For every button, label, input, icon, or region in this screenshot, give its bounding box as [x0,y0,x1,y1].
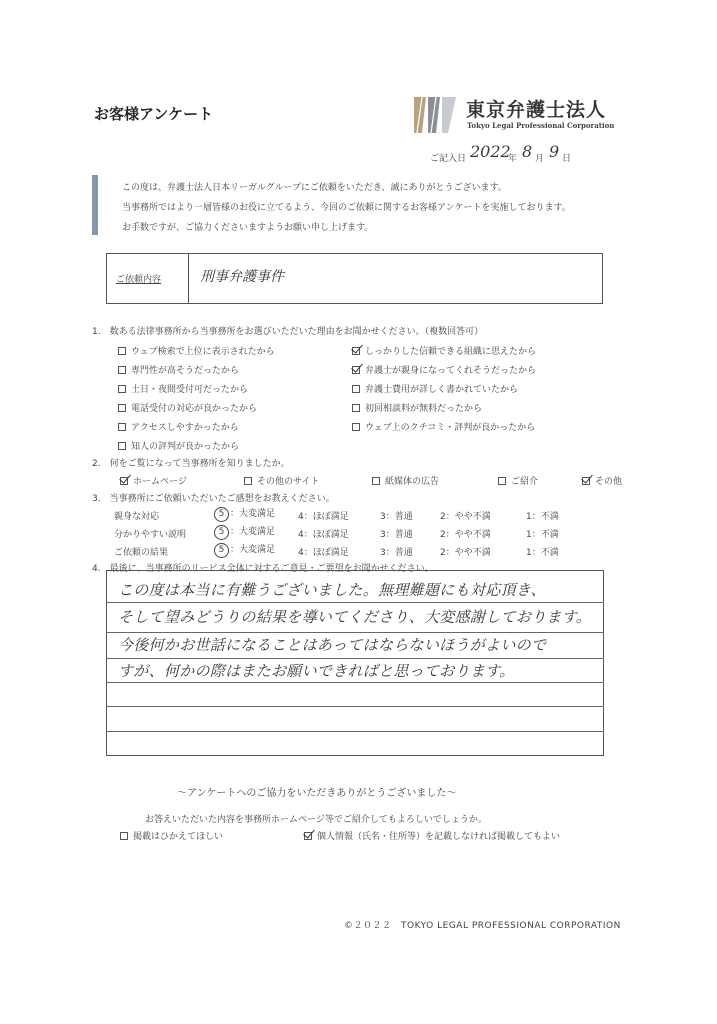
request-label: ご依頼内容 [116,275,162,285]
comment-rule [106,632,604,633]
q3-rating-4[interactable]: 4：ほぼ満足 [298,512,349,522]
q1-option[interactable]: アクセスしやすかったから [118,420,239,433]
q1-option[interactable]: 電話受付の対応が良かったから [118,401,257,414]
request-box [106,253,603,304]
checkbox-checked[interactable] [352,366,360,374]
checkbox-checked[interactable] [582,477,590,485]
q3-rating-3[interactable]: 3：普通 [380,512,413,522]
q3-rating-5[interactable]: 5 ：大変満足 [214,506,275,522]
date-label: ご記入日 [430,154,467,164]
q3-rating-1[interactable]: 1：不満 [526,548,559,558]
consent-option[interactable]: 掲載はひかえてほしい [120,829,223,842]
q3-rating-5[interactable]: 5 ：大変満足 [214,524,275,540]
checkbox[interactable] [244,477,252,485]
closing-thanks: ～アンケートへのご協力をいただきありがとうございました～ [177,788,457,799]
checkbox[interactable] [372,477,380,485]
q3-rating-2[interactable]: 2：やや不満 [440,530,491,540]
date-day: 9 [549,142,560,161]
selected-circle-icon: 5 [214,507,229,522]
comment-rule [106,731,604,732]
q3-rating-1[interactable]: 1：不満 [526,530,559,540]
date-month-unit: 月 [535,154,545,164]
q2-option[interactable]: その他 [582,474,622,487]
q2-question: 2. 何をご覧になって当事務所を知りましたか。 [92,459,290,469]
q4-question: 4. 最後に、当事務所のリービス全体に対するご意見・ご要望をお聞かせください。 [92,564,434,574]
q1-option[interactable]: 初回相談料が無料だったから [352,401,482,414]
checkbox[interactable] [498,477,506,485]
comment-answer-line: 今後何かお世話になることはあってはならないほうがよいので [118,636,547,654]
request-value: 刑事弁護事件 [200,269,284,285]
q2-option[interactable]: その他のサイト [244,474,319,487]
q2-option[interactable]: 紙媒体の広告 [372,474,439,487]
checkbox[interactable] [118,442,126,450]
q2-option[interactable]: ご紹介 [498,474,538,487]
date-month: 8 [522,142,533,161]
selected-circle-icon: 5 [214,525,229,540]
date-day-unit: 日 [562,154,572,164]
intro-line: 当事務所ではより一層皆様のお役に立てるよう、今回のご依頼に関するお客様アンケートを実施しております。 [122,203,571,213]
q1-option[interactable]: しっかりした信頼できる組織に思えたから [352,344,536,357]
checkbox[interactable] [118,347,126,355]
q1-option[interactable]: 弁護士費用が詳しく書かれていたから [352,382,518,395]
q3-rating-4[interactable]: 4：ほぼ満足 [298,530,349,540]
firm-logo-subtitle: Tokyo Legal Professional Corporation [467,121,615,130]
consent-question: お答えいただいた内容を事務所ホームページ等でご紹介してもよろしいでしょうか。 [145,815,487,825]
comment-answer-line: そして望みどうりの結果を導いてくださり、大変感謝しております。 [118,608,592,626]
q1-option[interactable]: ウェブ検索で上位に表示されたから [118,344,275,357]
q3-rating-1[interactable]: 1：不満 [526,512,559,522]
q3-row-label: 親身な対応 [114,512,160,522]
firm-logo-mark [412,95,458,135]
date-year: 2022 [470,142,511,161]
date-year-unit: 年 [508,154,518,164]
intro-accent-bar [92,175,98,235]
checkbox[interactable] [352,404,360,412]
footer-copyright: ©２０２２ TOKYO LEGAL PROFESSIONAL CORPORATION [344,921,621,931]
checkbox[interactable] [120,832,128,840]
q3-row-label: 分かりやすい説明 [114,530,187,540]
checkbox[interactable] [352,423,360,431]
comment-answer-line: この度は本当に有難うございました。無理難題にも対応頂き、 [118,581,546,599]
firm-logo-name: 東京弁護士法人 [466,99,607,121]
page-title: お客様アンケート [94,105,214,123]
q1-option[interactable]: 土日・夜間受付可だったから [118,382,248,395]
q3-rating-2[interactable]: 2：やや不満 [440,548,491,558]
checkbox-checked[interactable] [120,477,128,485]
checkbox[interactable] [118,385,126,393]
checkbox-checked[interactable] [304,832,312,840]
checkbox[interactable] [352,385,360,393]
selected-circle-icon: 5 [214,543,229,558]
q3-rating-3[interactable]: 3：普通 [380,548,413,558]
checkbox[interactable] [118,404,126,412]
q1-option[interactable]: 知人の評判が良かったから [118,439,239,452]
q2-option[interactable]: ホームページ [120,474,187,487]
checkbox-checked[interactable] [352,347,360,355]
q3-rating-4[interactable]: 4：ほぼ満足 [298,548,349,558]
comment-answer-line: すが、何かの際はまたお願いできればと思っております。 [118,662,515,680]
q3-rating-3[interactable]: 3：普通 [380,530,413,540]
q1-option[interactable]: 専門性が高そうだったから [118,363,239,376]
q3-question: 3. 当事務所にご依頼いただいたご感想をお教えください。 [92,494,335,504]
q1-option[interactable]: 弁護士が親身になってくれそうだったから [352,363,536,376]
intro-line: この度は、弁護士法人日本リーガルグループにご依頼をいただき、誠にありがとうございます。 [122,183,507,193]
comment-rule [106,682,604,683]
q1-option[interactable]: ウェブ上のクチコミ・評判が良かったから [352,420,535,433]
request-box-divider [188,253,189,304]
q1-question: 1. 数ある法律事務所から当事務所をお選びいただいた理由をお聞かせください。（複数回答可） [92,327,484,337]
comment-rule [106,658,604,659]
q3-rating-5[interactable]: 5 ：大変満足 [214,542,275,558]
intro-line: お手数ですが、ご協力くださいますようお願い申し上げます。 [122,223,374,233]
consent-option[interactable]: 個人情報（氏名・住所等）を記載しなければ掲載してもよい [304,829,560,842]
comment-rule [106,602,604,603]
checkbox[interactable] [118,366,126,374]
checkbox[interactable] [118,423,126,431]
comment-rule [106,706,604,707]
q3-row-label: ご依頼の結果 [114,548,169,558]
q3-rating-2[interactable]: 2：やや不満 [440,512,491,522]
